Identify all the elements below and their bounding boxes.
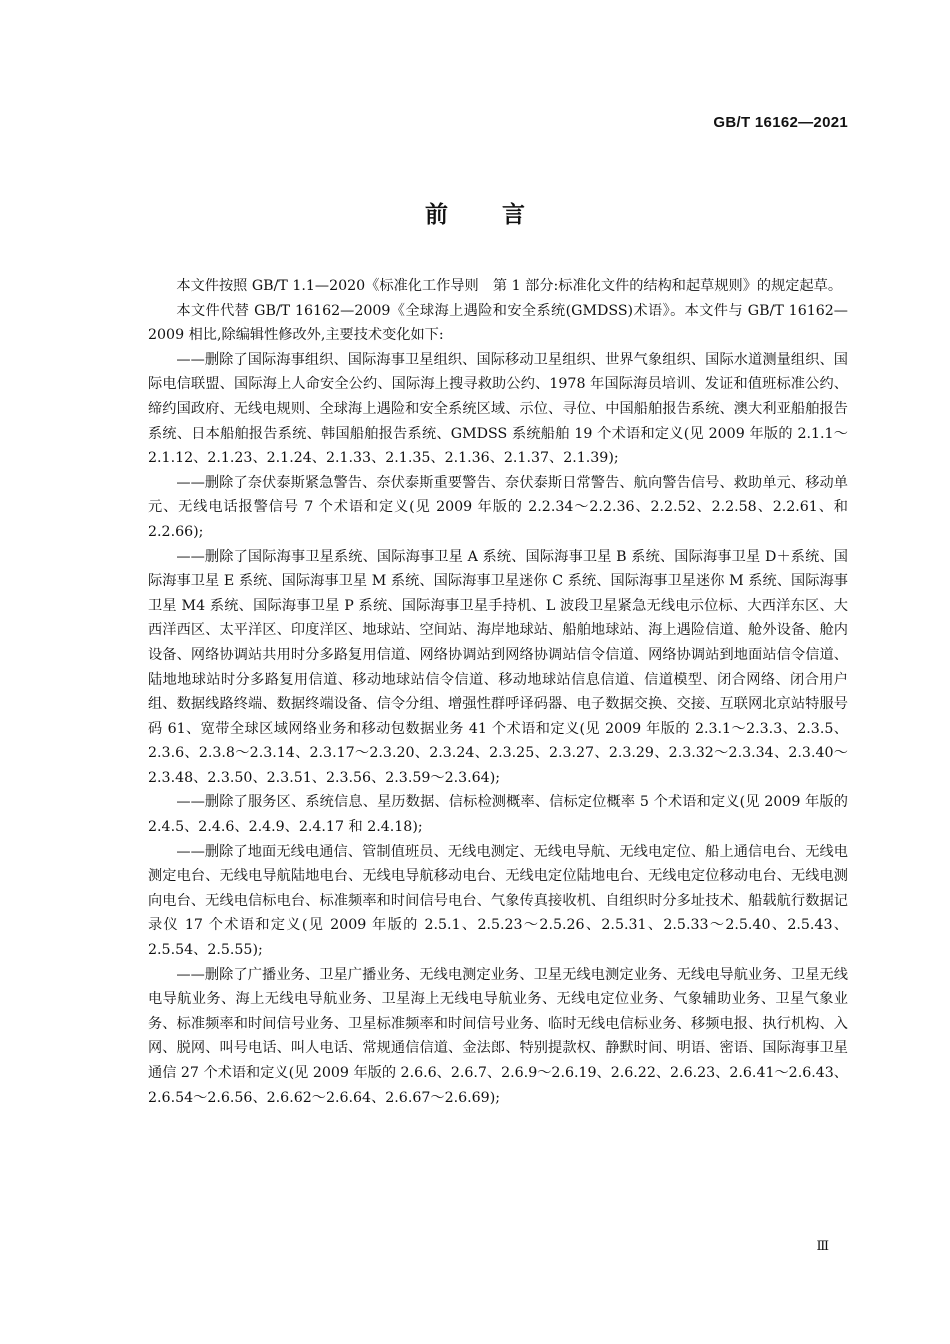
paragraph-text: 本文件代替 GB/T 16162—2009《全球海上遇险和安全系统(GMDSS)术语》。本文件与 GB/T 16162—2009 相比,除编辑性修改外,主要技术变化如下: [148, 302, 848, 344]
dash-marker: —— [176, 794, 205, 811]
dash-marker: —— [176, 548, 205, 565]
dash-marker: —— [176, 351, 205, 368]
document-code: GB/T 16162—2021 [713, 114, 848, 131]
list-item-text: 删除了广播业务、卫星广播业务、无线电测定业务、卫星无线电测定业务、无线电导航业务、卫星无线电导航业务、海上无线电导航业务、卫星海上无线电导航业务、无线电定位业务、气象辅助业务、卫星气象业务、标准频率和时间信号业务、卫星标准频率和时间信号业务、临时无线电信标业务、移频电报、执行机构、入网、脱网、叫号电话、叫人电话、常规通信信道、金法郎、特别提款权、静默时间、明语、密语、国际海事卫星通信 27 个术语和定义(见 2009 年版的 2.6.6、2.6.7、2.6.9～2.6.19、2.6.22、2.6.23、2.6.41～2.6.43、2.6.54～2.6.56、2.6.62～2.6.64、2.6.67～2.6.69); [148, 966, 848, 1106]
intro-paragraph [148, 299, 848, 348]
dash-marker: —— [176, 843, 205, 860]
list-item-text: 删除了国际海事卫星系统、国际海事卫星 A 系统、国际海事卫星 B 系统、国际海事卫星 D＋系统、国际海事卫星 E 系统、国际海事卫星 M 系统、国际海事卫星迷你 C 系统、国际海事卫星迷你 M 系统、国际海事卫星 M4 系统、国际海事卫星 P 系统、国际海事卫星手持机、L 波段卫星紧急无线电示位标、大西洋东区、大西洋西区、太平洋区、印度洋区、地球站、空间站、海岸地球站、船舶地球站、海上遇险信道、舱外设备、舱内设备、网络协调站共用时分多路复用信道、网络协调站到网络协调站信令信道、网络协调站到地面站信令信道、陆地地球站时分多路复用信道、移动地球站信令信道、移动地球站信息信道、信道模型、闭合网络、闭合用户组、数据线路终端、数据终端设备、信令分组、增强性群呼译码器、电子数据交换、交接、互联网北京站特服号码 61、宽带全球区域网络业务和移动包数据业务 41 个术语和定义(见 2009 年版的 2.3.1～2.3.3、2.3.5、2.3.6、2.3.8～2.3.14、2.3.17～2.3.20、2.3.24、2.3.25、2.3.27、2.3.29、2.3.32～2.3.34、2.3.40～2.3.48、2.3.50、2.3.51、2.3.56、2.3.59～2.3.64); [148, 548, 848, 786]
list-item [148, 348, 848, 471]
list-item [148, 963, 848, 1111]
list-item [148, 790, 848, 839]
dash-marker: —— [176, 474, 205, 491]
list-item-text: 删除了地面无线电通信、管制值班员、无线电测定、无线电导航、无线电定位、船上通信电台、无线电测定电台、无线电导航陆地电台、无线电导航移动电台、无线电定位陆地电台、无线电定位移动电台、无线电测向电台、无线电信标电台、标准频率和时间信号电台、气象传真接收机、自组织时分多址技术、船载航行数据记录仪 17 个术语和定义(见 2009 年版的 2.5.1、2.5.23～2.5.26、2.5.31、2.5.33～2.5.40、2.5.43、2.5.54、2.5.55); [148, 843, 848, 959]
document-body [148, 274, 848, 1110]
list-item [148, 471, 848, 545]
page-title: 前言 [425, 202, 579, 228]
list-item [148, 840, 848, 963]
list-item-text: 删除了国际海事组织、国际海事卫星组织、国际移动卫星组织、世界气象组织、国际水道测量组织、国际电信联盟、国际海上人命安全公约、国际海上搜寻救助公约、1978 年国际海员培训、发证和值班标准公约、缔约国政府、无线电规则、全球海上遇险和安全系统区域、示位、寻位、中国船舶报告系统、澳大利亚船舶报告系统、日本船舶报告系统、韩国船舶报告系统、GMDSS 系统船舶 19 个术语和定义(见 2009 年版的 2.1.1～2.1.12、2.1.23、2.1.24、2.1.33、2.1.35、2.1.36、2.1.37、2.1.39); [148, 351, 848, 467]
paragraph-text: 本文件按照 GB/T 1.1—2020《标准化工作导则 第 1 部分:标准化文件的结构和起草规则》的规定起草。 [176, 278, 843, 294]
list-item-text: 删除了服务区、系统信息、星历数据、信标检测概率、信标定位概率 5 个术语和定义(见 2009 年版的 2.4.5、2.4.6、2.4.9、2.4.17 和 2.4.18); [148, 794, 848, 836]
list-item [148, 545, 848, 791]
page-number: Ⅲ [816, 1239, 829, 1254]
list-item-text: 删除了奈伏泰斯紧急警告、奈伏泰斯重要警告、奈伏泰斯日常警告、航向警告信号、救助单元、移动单元、无线电话报警信号 7 个术语和定义(见 2009 年版的 2.2.34～2.2.36、2.2.52、2.2.58、2.2.61、和 2.2.66); [148, 474, 848, 540]
intro-paragraph [148, 274, 848, 299]
dash-marker: —— [176, 966, 205, 983]
